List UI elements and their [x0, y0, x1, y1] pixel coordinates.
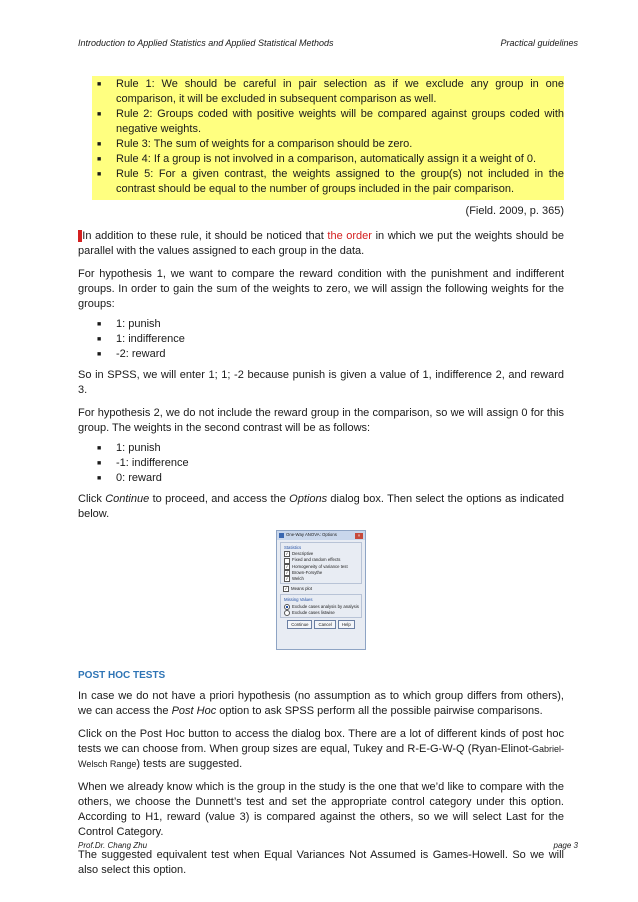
header-right: Practical guidelines: [500, 38, 578, 48]
checkbox-checked-icon: ✓: [284, 586, 288, 592]
checkbox-empty-icon: [284, 558, 290, 564]
checkbox-brown-forsythe[interactable]: ✓ Brown-Forsythe: [285, 569, 323, 575]
cancel-button[interactable]: Cancel: [314, 620, 335, 629]
header-left: Introduction to Applied Statistics and Applied Statistical Methods: [78, 38, 334, 48]
paragraph-hypothesis-2: For hypothesis 2, we do not include the reward group in the comparison, so we will assign 0 for this group. The weights in the second contrast will be as follows:: [78, 407, 564, 434]
radio-empty-icon: [284, 610, 290, 616]
paragraph-posthoc-intro: In case we do not have a priori hypothesis (no assumption as to which group differs from others), we can access the Post Hoc option to ask SPSS perform all the possible pairwise comparisons.: [78, 690, 564, 717]
paragraph-posthoc-tests: Click on the Post Hoc button to access the dialog box. There are a lot of different kinds of post hoc tests we can choose from. When group sizes are equal, Tukey and R-E-G-W-Q (Ryan-Elinot-Gabriel-Welsch Range) tests are suggested.: [78, 728, 564, 770]
rule-item: ■ Rule 1: We should be careful in pair selection as if we exclude any group in one comparison, it will be excluded in subsequent comparison as well.: [92, 77, 564, 107]
checkbox-welch[interactable]: ✓ Welch: [285, 576, 304, 582]
app-icon: [279, 533, 284, 538]
comment-marker: *: [78, 230, 83, 242]
statistics-group: [280, 542, 362, 584]
checkbox-homogeneity[interactable]: ✓ Homogeneity of variance test: [285, 563, 348, 569]
rule-item: ■ Rule 2: Groups coded with positive weights will be compared against groups coded with negative weights.: [92, 107, 564, 137]
paragraph-games-howell: The suggested equivalent test when Equal Variances Not Assumed is Games-Howell. So we will also select this option.: [78, 849, 564, 876]
checkbox-checked-icon: ✓: [285, 551, 289, 557]
close-icon[interactable]: ×: [355, 533, 363, 539]
rule-item: ■ Rule 5: For a given contrast, the weights assigned to the group(s) not included in the contrast should be equal to the number of groups included in the pair comparison.: [92, 167, 564, 197]
continue-button[interactable]: Continue: [287, 620, 312, 629]
missing-values-label: Missing Values: [284, 597, 313, 603]
rules-list: [92, 76, 564, 200]
paragraph-spss-entry: So in SPSS, we will enter 1; 1; -2 because punish is given a value of 1, indifference 2, and reward 3.: [78, 369, 564, 396]
citation: (Field. 2009, p. 365): [465, 205, 564, 217]
paragraph-hypothesis-1: For hypothesis 1, we want to compare the reward condition with the punishment and indifferent groups. In order to gain the sum of the weights to zero, we will assign the following weights for the groups:: [78, 268, 564, 310]
checkbox-descriptive[interactable]: ✓ Descriptive: [285, 551, 314, 557]
checkbox-checked-icon: ✓: [285, 563, 289, 569]
list-item: ■ 1: punish: [92, 441, 564, 456]
list-item: ■ 1: punish: [92, 317, 564, 332]
radio-selected-icon: [284, 604, 290, 610]
missing-values-group: [280, 594, 362, 618]
radio-exclude-listwise[interactable]: Exclude cases listwise: [284, 610, 359, 616]
checkbox-checked-icon: ✓: [285, 569, 289, 575]
help-button[interactable]: Help: [338, 620, 355, 629]
list-item: ■ -1: indifference: [92, 456, 564, 471]
anova-options-dialog: [276, 530, 366, 650]
posthoc-heading: POST HOC TESTS: [78, 670, 166, 681]
page-footer: [78, 841, 578, 850]
radio-exclude-analysis[interactable]: Exclude cases analysis by analysis: [284, 604, 359, 610]
checkbox-checked-icon: ✓: [285, 576, 289, 582]
dialog-screenshot-wrapper: [78, 530, 564, 650]
checkbox-means-plot[interactable]: ✓ Means plot: [284, 586, 313, 592]
paragraph-options: Click Continue to proceed, and access the Options dialog box. Then select the options as indicated below.: [78, 493, 565, 520]
weights-list-2: [92, 441, 564, 486]
page-header: [78, 38, 578, 48]
highlight-the-order: the order: [327, 230, 372, 242]
footer-author: Prof.Dr. Chang Zhu: [78, 841, 148, 850]
list-item: ■ 0: reward: [92, 471, 564, 486]
rule-item: ■ Rule 4: If a group is not involved in a comparison, automatically assign it a weight of 0.: [92, 152, 564, 167]
statistics-label: Statistics: [284, 545, 302, 550]
dialog-titlebar: [277, 531, 365, 540]
dialog-title: One-Way ANOVA: Options: [286, 532, 337, 538]
rule-item: ■ Rule 3: The sum of weights for a comparison should be zero.: [92, 137, 564, 152]
checkbox-fixed-random[interactable]: Fixed and random effects: [284, 557, 359, 563]
list-item: ■ -2: reward: [92, 347, 564, 362]
paragraph-order-note: *In addition to these rule, it should be noticed that the order in which we put the weights should be parallel with the values assigned to each group in the data.: [78, 230, 565, 257]
footer-page-number: page 3: [553, 841, 578, 850]
list-item: ■ 1: indifference: [92, 332, 564, 347]
paragraph-dunnett: When we already know which is the group in the study is the one that we’d like to compare with the others, we choose the Dunnett’s test and set the appropriate control category under this option. According to H1, reward (value 3) is compared against the others, so we will select Last for the Control Category.: [78, 781, 564, 838]
weights-list-1: [92, 317, 564, 362]
page-body: [78, 76, 564, 886]
dialog-buttons: [277, 620, 365, 629]
